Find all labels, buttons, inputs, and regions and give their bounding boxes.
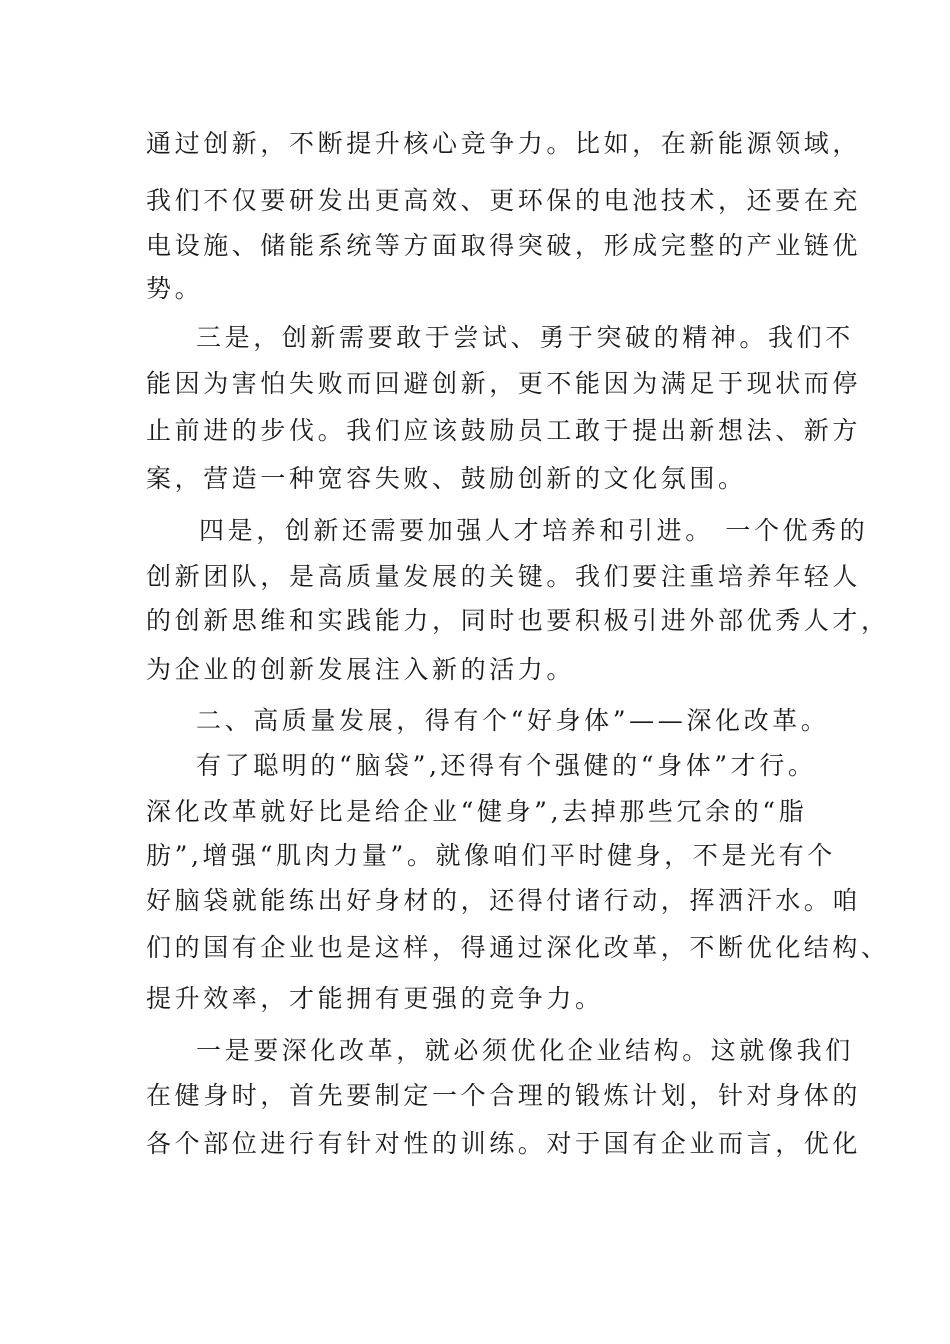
text-line: 们的国有企业也是这样，得通过深化改革，不断优化结构、: [146, 933, 890, 962]
text-line: 止前进的步伐。我们应该鼓励员工敢于提出新想法、新方: [146, 416, 862, 445]
text-line: 好脑袋就能练出好身材的，还得付诸行动，挥洒汗水。咱: [146, 886, 862, 915]
text-line: 在健身时，首先要制定一个合理的锻炼计划，针对身体的: [146, 1081, 862, 1110]
text-line: 肪”,增强“肌肉力量”。就像咱们平时健身，不是光有个: [146, 841, 836, 870]
text-line: 一是要深化改革，就必须优化企业结构。这就像我们: [196, 1036, 854, 1065]
text-line: 我们不仅要研发出更高效、更环保的电池技术，还要在充: [146, 186, 862, 215]
text-line: 为企业的创新发展注入新的活力。: [146, 655, 576, 684]
text-line: 电设施、储能系统等方面取得突破，形成完整的产业链优: [146, 231, 862, 260]
text-line: 能因为害怕失败而回避创新，更不能因为满足于现状而停: [146, 369, 862, 398]
text-line: 通过创新，不断提升核心竞争力。比如，在新能源领域，: [146, 129, 862, 158]
text-line: 提升效率，才能拥有更强的竞争力。: [146, 984, 604, 1013]
text-line: 创新团队，是高质量发展的关键。我们要注重培养年轻人: [146, 562, 862, 591]
text-line: 有了聪明的“脑袋”,还得有个强健的“身体”才行。: [196, 751, 817, 780]
text-line: 四是，创新还需要加强人才培养和引进。 一个优秀的: [199, 516, 869, 545]
text-line: 深化改革就好比是给企业“健身”,去掉那些冗余的“脂: [146, 797, 808, 826]
text-line: 三是，创新需要敢于尝试、勇于突破的精神。我们不: [196, 323, 854, 352]
section-heading: 二、高质量发展，得有个“好身体”——深化改革。: [196, 706, 830, 735]
text-line: 各个部位进行有针对性的训练。对于国有企业而言，优化: [146, 1129, 862, 1158]
text-line: 势。: [146, 274, 204, 303]
text-line: 的创新思维和实践能力，同时也要积极引进外部优秀人才，: [146, 606, 890, 635]
text-line: 案，营造一种宽容失败、鼓励创新的文化氛围。: [146, 464, 747, 493]
